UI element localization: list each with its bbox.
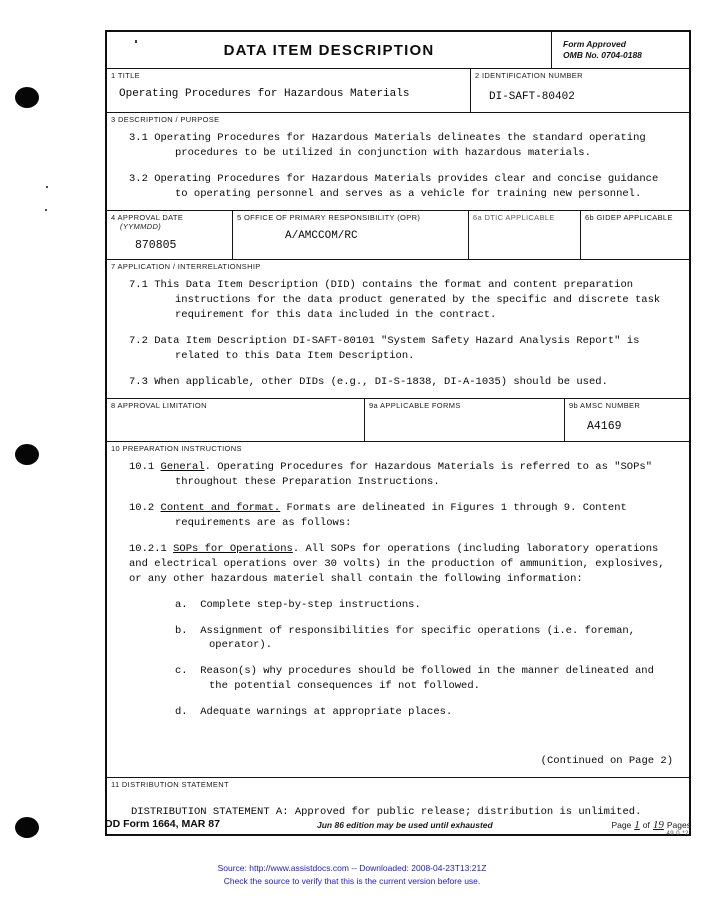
- field-4-value: 870805: [135, 238, 177, 252]
- paragraph-7-3: 7.3 When applicable, other DIDs (e.g., DI-S-1838, DI-A-1035) should be used.: [129, 375, 608, 388]
- punch-hole-mark-top: [15, 87, 39, 108]
- field-3-label: 3 DESCRIPTION / PURPOSE: [111, 114, 220, 124]
- field-11-value: DISTRIBUTION STATEMENT A: Approved for public release; distribution is unlimited.: [131, 806, 642, 819]
- approval-limitation-row: [107, 399, 689, 442]
- paragraph-3-2: 3.2 Operating Procedures for Hazardous Materials provides clear and concise guidance to operating personnel and serves as a vehicle for training new personnel.: [129, 173, 659, 201]
- page-number: 1: [634, 819, 640, 831]
- approval-opr-row: [107, 211, 689, 260]
- form-title: [107, 32, 552, 68]
- field-5-value: A/AMCCOM/RC: [285, 230, 358, 243]
- page-indicator: [559, 818, 691, 837]
- field-3-description-purpose: [107, 113, 689, 210]
- field-1-title: [107, 69, 471, 112]
- field-1-value: Operating Procedures for Hazardous Materials: [119, 88, 410, 101]
- field-11-label: 11 DISTRIBUTION STATEMENT: [111, 779, 229, 789]
- field-7-body: [107, 271, 689, 397]
- field-7-application-interrelationship: [107, 260, 689, 398]
- field-6a-dtic-applicable: [469, 211, 581, 259]
- scan-speck: [46, 186, 48, 188]
- field-6b-label: 6b GIDEP APPLICABLE: [585, 212, 673, 222]
- punch-hole-mark-bottom: [15, 817, 39, 838]
- paragraph-10-2-1: 10.2.1 SOPs for Operations. All SOPs for operations (including laboratory operations and electrical operations over 30 volts) in the production of ammunition, explosives, or any other hazardous materiel shall contain the following information:: [129, 542, 665, 585]
- form-code: 49 0 *2: [666, 831, 689, 837]
- field-9b-label: 9b AMSC NUMBER: [569, 400, 641, 410]
- omb-form-approved-label: Form Approved: [563, 38, 626, 49]
- field-9a-label: 9a APPLICABLE FORMS: [369, 400, 461, 410]
- field-6b-value: [581, 222, 689, 236]
- omb-number-label: OMB No. 0704-0188: [563, 50, 642, 60]
- field-8-value: [107, 410, 364, 424]
- page-word: Page: [611, 820, 632, 830]
- paragraph-7-2: 7.2 Data Item Description DI-SAFT-80101 "System Safety Hazard Analysis Report" is related to this Data Item Description.: [129, 335, 640, 363]
- application-interrelationship-row: [107, 260, 689, 399]
- field-6a-label: 6a DTIC APPLICABLE: [473, 212, 555, 222]
- source-line-2: Check the source to verify that this is the current version before use.: [223, 875, 481, 886]
- paragraph-10-1: 10.1 General. Operating Procedures for Hazardous Materials is referred to as "SOPs" throughout these Preparation Instructions.: [129, 461, 652, 489]
- punch-hole-mark-middle: [15, 444, 39, 465]
- field-9b-amsc-number: [565, 399, 689, 441]
- paragraph-10-2: 10.2 Content and format. Formats are delineated in Figures 1 through 9. Content requirements are as follows:: [129, 502, 627, 529]
- field-9a-value: [365, 410, 564, 424]
- list-item-c: c. Reason(s) why procedures should be followed in the manner delineated and the potential consequences if not followed.: [175, 665, 654, 693]
- source-attribution: [0, 862, 704, 888]
- field-5-office-primary-responsibility: [233, 211, 469, 259]
- list-item-b: b. Assignment of responsibilities for specific operations (i.e. foreman, operator).: [175, 624, 635, 652]
- field-9b-value: A4169: [587, 420, 622, 434]
- field-4-label: 4 APPROVAL DATE: [111, 212, 184, 222]
- field-10-label: 10 PREPARATION INSTRUCTIONS: [111, 443, 242, 453]
- form-footer: [105, 818, 691, 837]
- field-6a-value: [469, 222, 580, 236]
- paragraph-3-1: 3.1 Operating Procedures for Hazardous Materials delineates the standard operating procedures to be utilized in conjunction with hazardous materials.: [129, 132, 646, 160]
- form-header-row: [107, 32, 689, 69]
- edition-note: Jun 86 edition may be used until exhausted: [317, 820, 493, 830]
- form-title-text: DATA ITEM DESCRIPTION: [223, 41, 435, 59]
- scan-tick-mark: [135, 40, 137, 43]
- list-item-d: d. Adequate warnings at appropriate places.: [175, 706, 453, 719]
- source-line-1: Source: http://www.assistdocs.com -- Downloaded: 2008-04-23T13:21Z: [217, 863, 487, 873]
- field-9a-applicable-forms: [365, 399, 565, 441]
- pages-word: Pages: [666, 820, 691, 830]
- field-5-label: 5 OFFICE OF PRIMARY RESPONSIBILITY (OPR): [237, 212, 421, 222]
- field-1-label: 1 TITLE: [111, 71, 140, 80]
- continued-note: (Continued on Page 2): [540, 755, 673, 768]
- field-4-approval-date: [107, 211, 233, 259]
- field-8-approval-limitation: [107, 399, 365, 441]
- field-2-identification-number: [471, 69, 689, 112]
- form-number-label: DD Form 1664, MAR 87: [105, 818, 220, 830]
- field-7-label: 7 APPLICATION / INTERRELATIONSHIP: [111, 262, 261, 272]
- of-word: of: [642, 820, 650, 830]
- omb-approval-box: [552, 32, 689, 68]
- field-2-label: 2 IDENTIFICATION NUMBER: [475, 71, 583, 80]
- field-10-preparation-instructions: [107, 442, 689, 777]
- title-and-id-row: [107, 69, 689, 113]
- paragraph-7-1: 7.1 This Data Item Description (DID) contains the format and content preparation instructions for the data product generated by the specific and discrete task requirement for this data included in the contract.: [129, 279, 661, 322]
- field-2-value: DI-SAFT-80402: [489, 91, 575, 104]
- preparation-instructions-row: [107, 442, 689, 778]
- list-item-a: a. Complete step-by-step instructions.: [175, 598, 421, 611]
- field-8-label: 8 APPROVAL LIMITATION: [111, 400, 207, 410]
- field-6b-gidep-applicable: [581, 211, 689, 259]
- field-3-body: [107, 124, 689, 210]
- field-4-sublabel: (YYMMDD): [120, 222, 162, 232]
- description-purpose-row: [107, 113, 689, 211]
- field-10-body: [107, 453, 689, 728]
- scan-speck: [45, 209, 47, 211]
- dd-form-1664: [105, 30, 691, 836]
- page-total: 19: [652, 819, 664, 831]
